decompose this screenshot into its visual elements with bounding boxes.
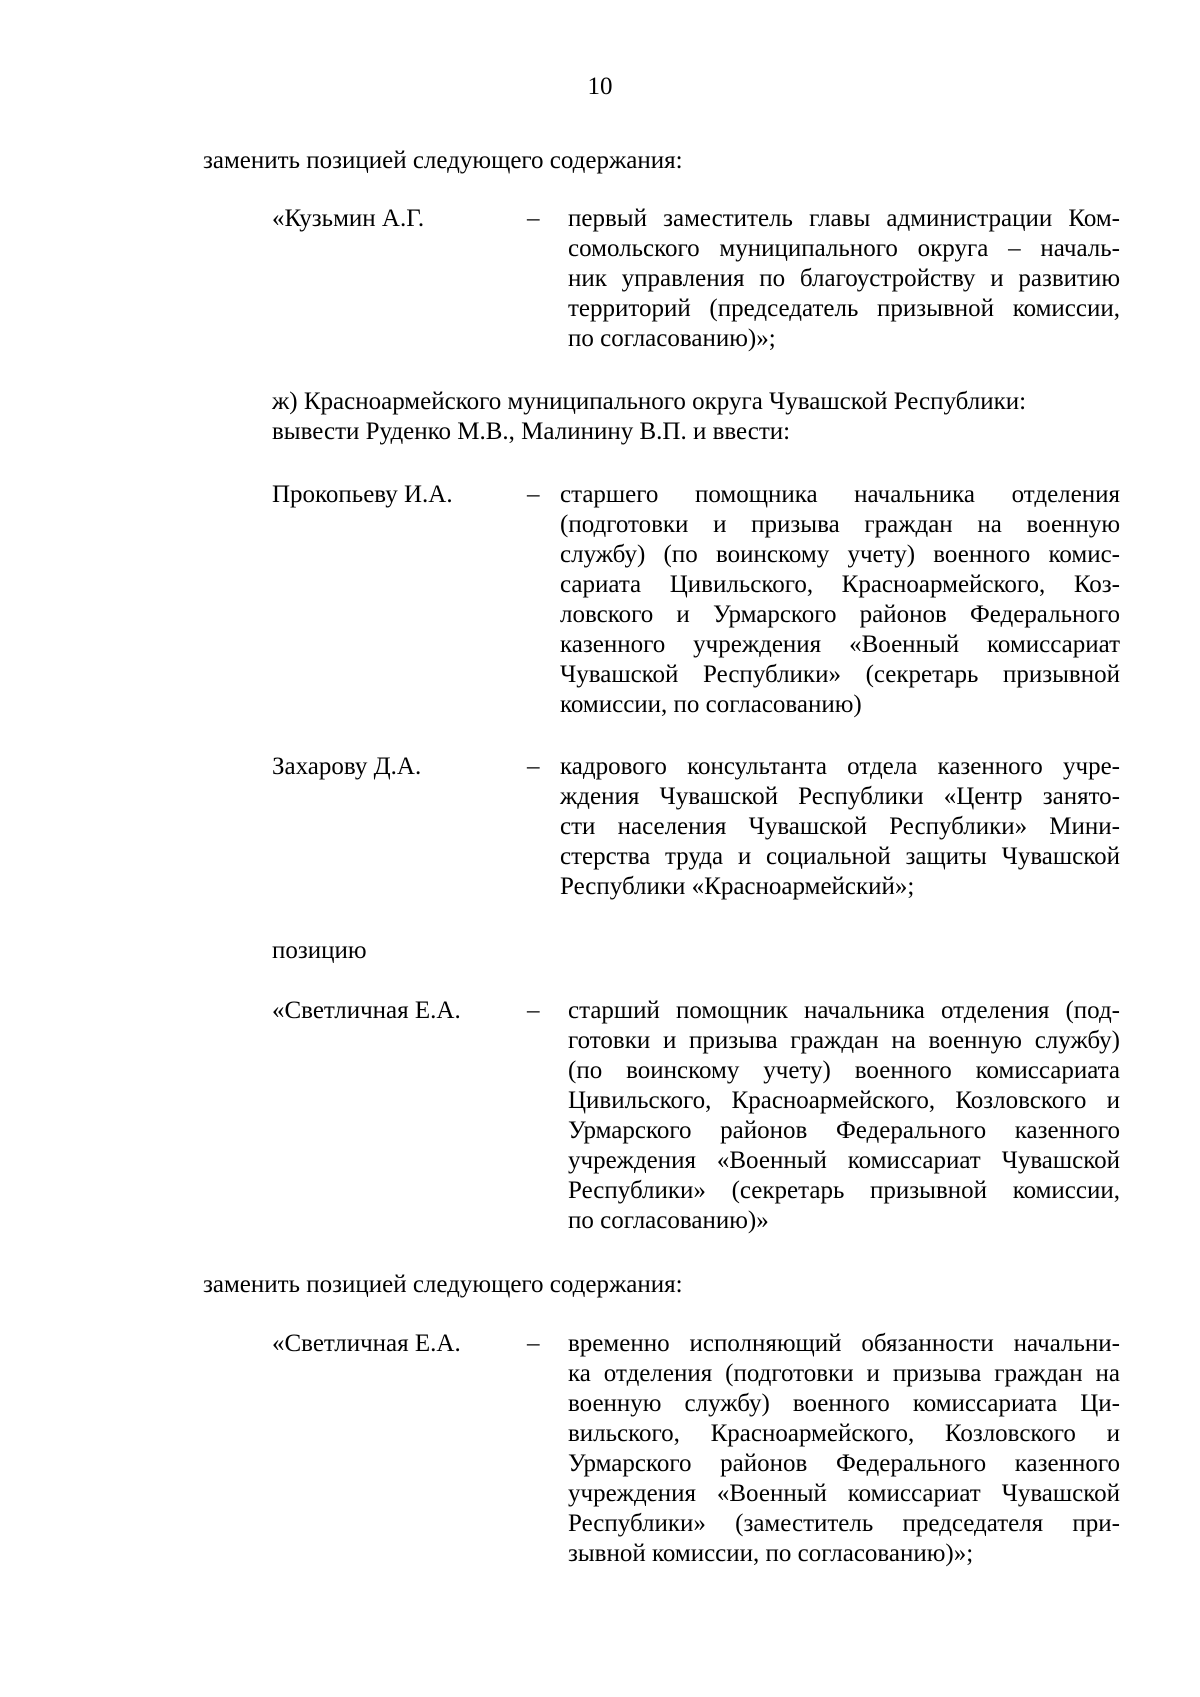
desc-line: Чувашской Республики» (секретарь призывной <box>560 661 1120 688</box>
desc-line: стерства труда и социальной защиты Чувашской <box>560 843 1120 870</box>
desc-line: комиссии, по согласованию) <box>560 691 862 718</box>
entry-svetlichnaya-new <box>272 1329 1120 1569</box>
desc-line: Урмарского районов Федерального казенного <box>568 1450 1120 1477</box>
desc-line: ждения Чувашской Республики «Центр занято- <box>560 783 1120 810</box>
desc-line: сомольского муниципального округа – началь- <box>568 235 1120 262</box>
desc-line: первый заместитель главы администрации Ком- <box>568 205 1120 232</box>
entry-zakharova <box>272 752 1120 902</box>
entry-name: Захарову Д.А. <box>272 753 422 780</box>
desc-line: учреждения «Военный комиссариат Чувашской <box>568 1480 1120 1507</box>
intro-text-2: заменить позицией следующего содержания: <box>203 1271 683 1298</box>
desc-line: учреждения «Военный комиссариат Чувашской <box>568 1147 1120 1174</box>
entry-description <box>568 1329 1120 1569</box>
section-zh-line: ж) Красноармейского муниципального округа Чувашской Республики: <box>272 388 1027 415</box>
entry-name: «Светличная Е.А. <box>272 997 461 1024</box>
entry-prokopieva <box>272 480 1120 720</box>
desc-line: Республики» (секретарь призывной комиссии, <box>568 1177 1120 1204</box>
entry-name: «Кузьмин А.Г. <box>272 205 425 232</box>
desc-line: Цивильского, Красноармейского, Козловского и <box>568 1087 1120 1114</box>
desc-line: ка отделения (подготовки и призыва граждан на <box>568 1360 1120 1387</box>
desc-line: сти населения Чувашской Республики» Мини- <box>560 813 1120 840</box>
desc-line: ник управления по благоустройству и развитию <box>568 265 1120 292</box>
desc-line: военную службу) военного комиссариата Ци- <box>568 1390 1120 1417</box>
desc-line: службу) (по воинскому учету) военного комис- <box>560 541 1120 568</box>
desc-line: (подготовки и призыва граждан на военную <box>560 511 1120 538</box>
desc-line: старший помощник начальника отделения (под- <box>568 997 1120 1024</box>
desc-line: Урмарского районов Федерального казенного <box>568 1117 1120 1144</box>
entry-description <box>560 480 1120 720</box>
entry-dash: – <box>527 481 540 508</box>
desc-line: по согласованию)»; <box>568 325 776 352</box>
desc-line: Республики» (заместитель председателя при- <box>568 1510 1120 1537</box>
desc-line: зывной комиссии, по согласованию)»; <box>568 1540 974 1567</box>
entry-name: Прокопьеву И.А. <box>272 481 453 508</box>
intro-text-1: заменить позицией следующего содержания: <box>203 147 683 174</box>
desc-line: готовки и призыва граждан на военную службу) <box>568 1027 1120 1054</box>
desc-line: (по воинскому учету) военного комиссариата <box>568 1057 1120 1084</box>
desc-line: по согласованию)» <box>568 1207 769 1234</box>
page-number: 10 <box>587 73 613 100</box>
entry-name: «Светличная Е.А. <box>272 1330 461 1357</box>
entry-dash: – <box>527 205 540 232</box>
desc-line: сариата Цивильского, Красноармейского, Коз- <box>560 571 1120 598</box>
desc-line: казенного учреждения «Военный комиссариат <box>560 631 1120 658</box>
entry-dash: – <box>527 753 540 780</box>
desc-line: ловского и Урмарского районов Федерального <box>560 601 1120 628</box>
section-zh <box>272 387 1122 447</box>
desc-line: кадрового консультанта отдела казенного учре- <box>560 753 1120 780</box>
entry-description <box>568 996 1120 1236</box>
entry-dash: – <box>527 1330 540 1357</box>
entry-svetlichnaya-old <box>272 996 1120 1236</box>
desc-line: Республики «Красноармейский»; <box>560 873 915 900</box>
desc-line: вильского, Красноармейского, Козловского и <box>568 1420 1120 1447</box>
desc-line: временно исполняющий обязанности начальни- <box>568 1330 1120 1357</box>
entry-dash: – <box>527 997 540 1024</box>
entry-kuzmin <box>272 204 1120 354</box>
desc-line: территорий (председатель призывной комиссии, <box>568 295 1120 322</box>
desc-line: старшего помощника начальника отделения <box>560 481 1120 508</box>
entry-description <box>568 204 1120 354</box>
entry-description <box>560 752 1120 902</box>
position-word: позицию <box>272 937 367 964</box>
section-zh-line: вывести Руденко М.В., Малинину В.П. и ввести: <box>272 418 791 445</box>
